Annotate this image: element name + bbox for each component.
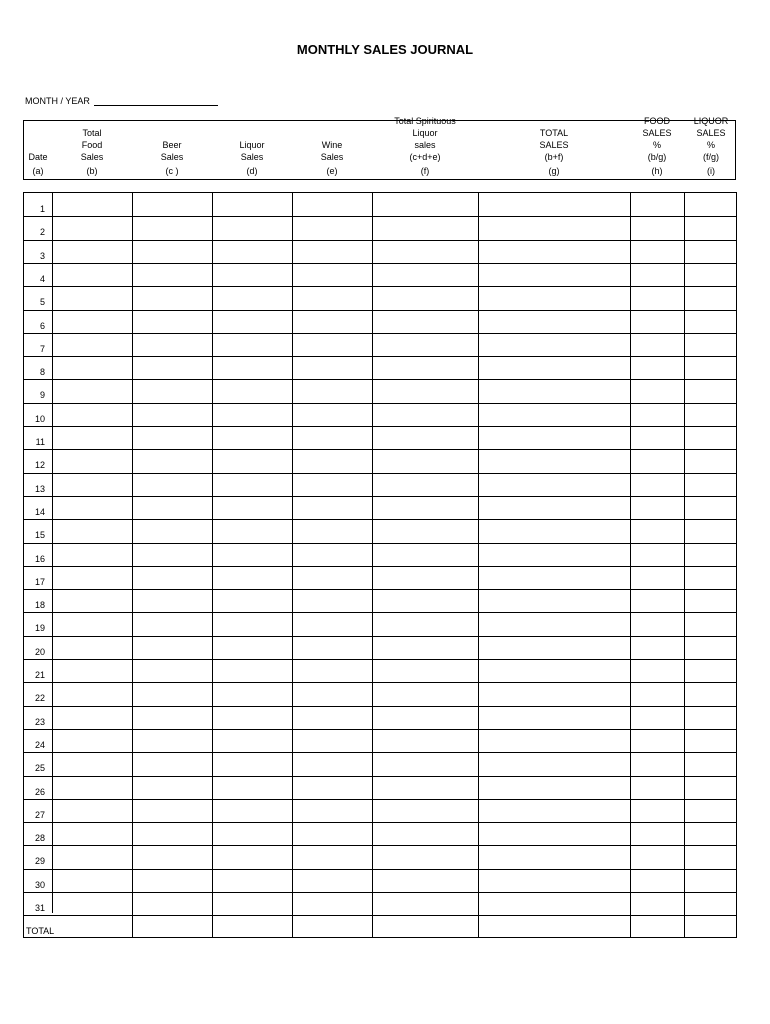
- sales-grid: [23, 192, 737, 938]
- day-number: 13: [34, 483, 45, 494]
- column-code: (g): [548, 166, 560, 176]
- row-divider: [24, 892, 736, 893]
- column-label-line: Sales: [320, 152, 344, 162]
- column-label-line: Total Spirituous: [394, 116, 456, 126]
- row-divider: [24, 752, 736, 753]
- column-header-i: [684, 116, 738, 179]
- column-label: [212, 139, 292, 163]
- row-divider: [24, 776, 736, 777]
- row-divider: [24, 356, 736, 357]
- column-header-b: [52, 121, 132, 179]
- column-label-line: Total: [82, 128, 102, 138]
- column-divider: [52, 193, 53, 913]
- column-header-f: [372, 116, 478, 179]
- row-divider: [24, 822, 736, 823]
- row-divider: [24, 216, 736, 217]
- column-label-line: SALES: [642, 128, 672, 138]
- row-divider: [24, 403, 736, 404]
- column-label-line: %: [706, 140, 715, 150]
- column-label-line: LIQUOR: [693, 116, 729, 126]
- total-row-divider: [24, 915, 736, 916]
- row-divider: [24, 799, 736, 800]
- day-number: 2: [39, 227, 45, 238]
- total-label: TOTAL: [26, 926, 55, 936]
- row-divider: [24, 379, 736, 380]
- column-code: (c ): [165, 166, 179, 176]
- row-divider: [24, 240, 736, 241]
- page-title: MONTHLY SALES JOURNAL: [296, 42, 474, 57]
- column-code: (a): [32, 166, 44, 176]
- column-label-line: Liquor: [239, 140, 265, 150]
- row-divider: [24, 449, 736, 450]
- column-label-line: (b/g): [647, 152, 667, 162]
- day-number: 24: [34, 739, 45, 750]
- column-header-h: [630, 116, 684, 179]
- column-label-line: SALES: [696, 128, 726, 138]
- day-number: 1: [39, 204, 45, 214]
- row-divider: [24, 286, 736, 287]
- column-label-line: Sales: [240, 152, 264, 162]
- column-label-line: Liquor: [412, 128, 438, 138]
- day-number: 27: [34, 809, 45, 820]
- column-label-line: Food: [81, 140, 103, 150]
- row-divider: [24, 706, 736, 707]
- column-label-line: (b+f): [544, 152, 564, 162]
- month-year-field[interactable]: [25, 96, 218, 106]
- row-divider: [24, 659, 736, 660]
- column-header-g: [478, 121, 630, 179]
- day-number: 17: [34, 576, 45, 587]
- day-number: 15: [34, 530, 45, 541]
- row-divider: [24, 496, 736, 497]
- row-divider: [24, 263, 736, 264]
- column-label: [24, 151, 52, 163]
- day-number: 20: [34, 646, 45, 657]
- month-year-label: MONTH / YEAR: [25, 96, 90, 106]
- column-label: [630, 115, 684, 163]
- column-label-line: SALES: [539, 140, 569, 150]
- day-number: 30: [34, 879, 45, 890]
- column-label: [292, 139, 372, 163]
- day-number: 11: [35, 437, 45, 447]
- day-number: 3: [39, 250, 45, 261]
- day-number: 25: [34, 763, 45, 774]
- column-header-d: [212, 121, 292, 179]
- day-number: 6: [39, 320, 45, 331]
- row-divider: [24, 869, 736, 870]
- column-label: [52, 127, 132, 163]
- month-year-line[interactable]: [94, 96, 218, 106]
- row-divider: [24, 473, 736, 474]
- column-header-box: [23, 116, 736, 180]
- day-number: 23: [34, 716, 45, 727]
- column-label: [684, 115, 738, 163]
- day-number: 16: [34, 553, 45, 564]
- row-divider: [24, 636, 736, 637]
- column-label-line: Wine: [321, 140, 343, 150]
- column-label-line: TOTAL: [539, 128, 569, 138]
- column-label: [132, 139, 212, 163]
- row-divider: [24, 333, 736, 334]
- column-label-line: (f/g): [702, 152, 719, 162]
- row-divider: [24, 566, 736, 567]
- row-divider: [24, 589, 736, 590]
- day-number: 7: [39, 343, 45, 354]
- column-label-line: Sales: [80, 152, 104, 162]
- row-divider: [24, 682, 736, 683]
- day-number: 21: [34, 670, 45, 680]
- column-header-e: [292, 121, 372, 179]
- row-divider: [24, 519, 736, 520]
- column-header-a: [24, 121, 52, 179]
- day-number: 14: [34, 506, 45, 517]
- day-number: 22: [34, 693, 45, 704]
- column-code: (i): [707, 166, 715, 176]
- column-label-line: FOOD: [644, 116, 670, 126]
- column-label-line: Sales: [160, 152, 184, 162]
- column-code: (b): [86, 166, 98, 176]
- column-label-line: Date: [28, 152, 48, 162]
- row-divider: [24, 612, 736, 613]
- column-code: (e): [326, 166, 338, 176]
- day-number: 31: [34, 903, 45, 913]
- day-number: 8: [39, 367, 45, 378]
- column-label: [478, 127, 630, 163]
- day-number: 4: [39, 273, 45, 284]
- column-code: (d): [246, 166, 258, 176]
- day-number: 26: [34, 786, 45, 797]
- column-code: (f): [420, 166, 430, 176]
- column-label-line: sales: [414, 140, 436, 150]
- day-number: 28: [34, 833, 45, 844]
- day-number: 5: [39, 297, 45, 308]
- row-divider: [24, 426, 736, 427]
- row-divider: [24, 845, 736, 846]
- row-divider: [24, 729, 736, 730]
- day-number: 12: [34, 460, 45, 471]
- row-divider: [24, 543, 736, 544]
- day-number: 19: [34, 623, 45, 634]
- column-header-c: [132, 121, 212, 179]
- column-label-line: %: [652, 140, 661, 150]
- column-label: [372, 115, 478, 163]
- row-divider: [24, 310, 736, 311]
- column-code: (h): [651, 166, 663, 176]
- column-label-line: (c+d+e): [409, 152, 441, 162]
- day-number: 10: [34, 413, 45, 424]
- day-number: 29: [34, 856, 45, 867]
- column-label-line: Beer: [162, 140, 182, 150]
- day-number: 18: [34, 600, 45, 611]
- day-number: 9: [39, 390, 45, 401]
